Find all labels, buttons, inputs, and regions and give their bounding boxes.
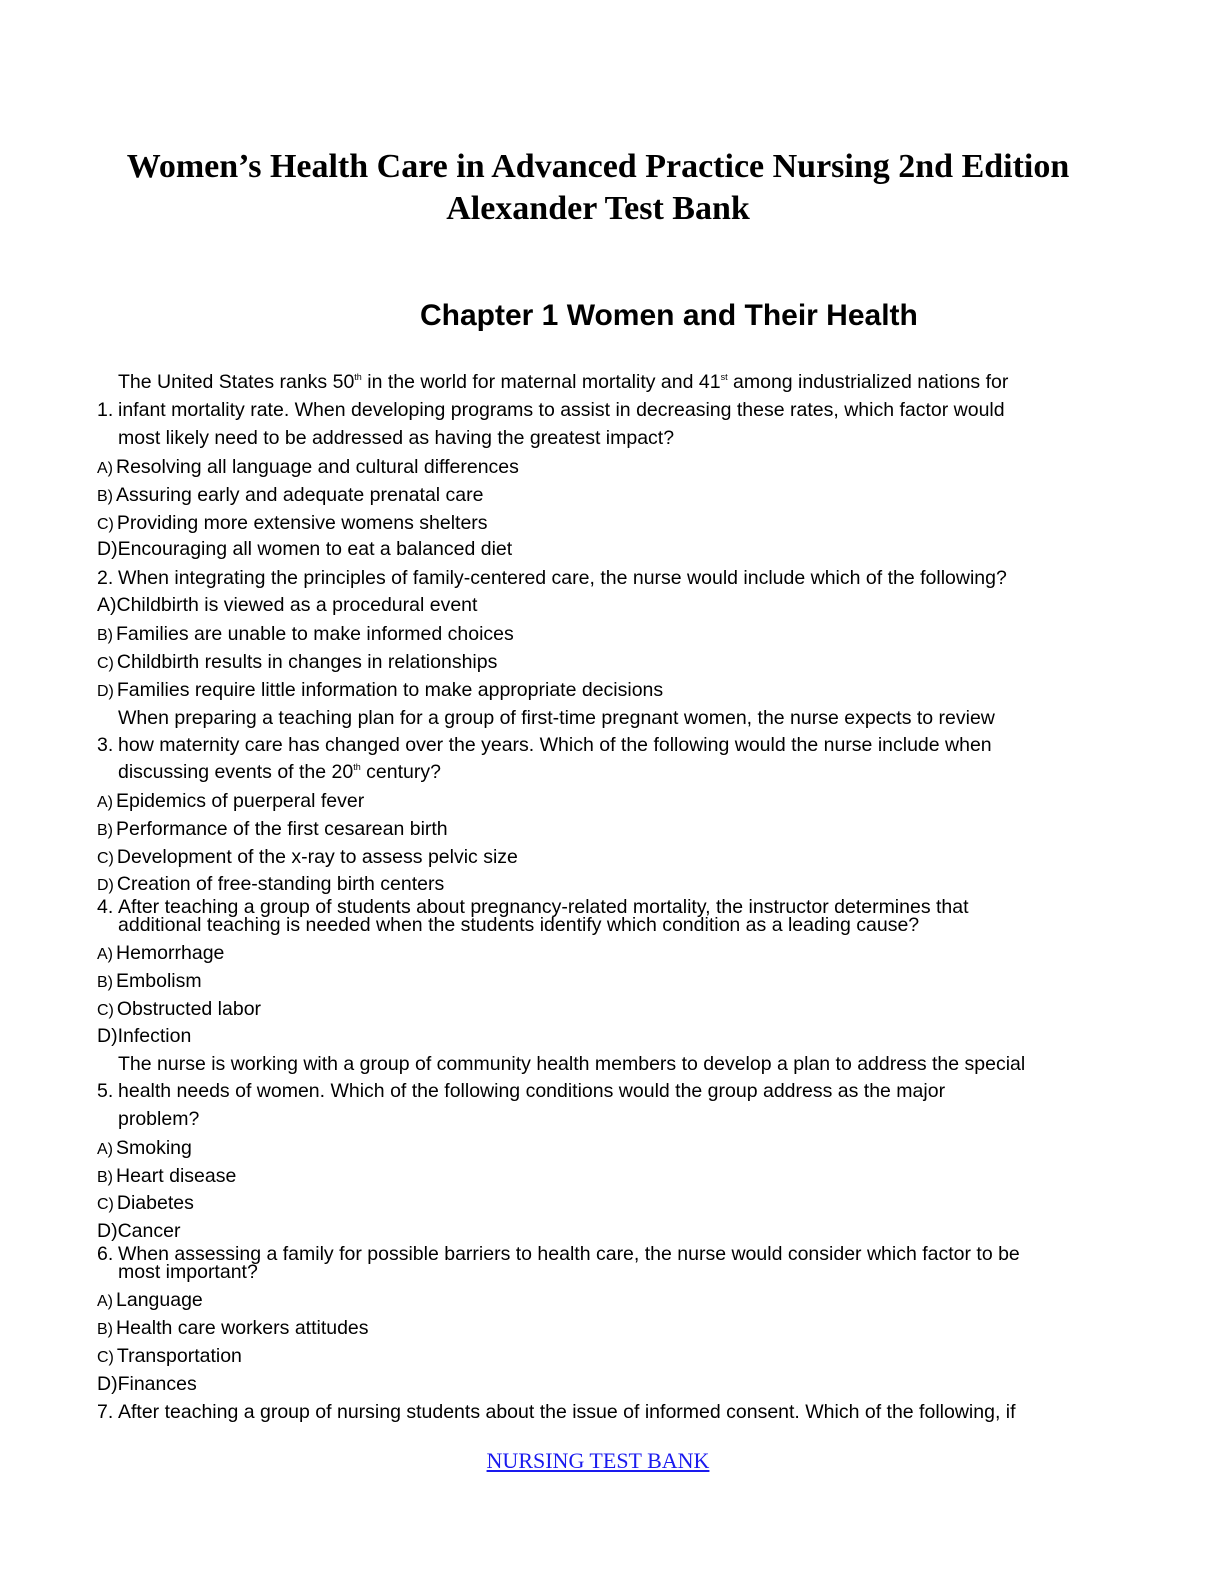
- question-2-option-b: B) Families are unable to make informed choices: [97, 623, 514, 645]
- question-1-option-b: B) Assuring early and adequate prenatal care: [97, 484, 484, 506]
- question-4-number: 4.: [97, 896, 114, 918]
- question-3-number: 3.: [97, 734, 114, 756]
- question-6-option-d: D)Finances: [97, 1373, 197, 1395]
- question-5-text-line-3: problem?: [118, 1108, 200, 1130]
- question-4-option-b: B) Embolism: [97, 970, 202, 992]
- question-3-option-a: A) Epidemics of puerperal fever: [97, 790, 365, 812]
- footer: [0, 1447, 1196, 1475]
- question-2-option-a: A)Childbirth is viewed as a procedural event: [97, 594, 478, 616]
- question-7-number: 7.: [97, 1401, 114, 1423]
- question-2-text-line-1: When integrating the principles of family-centered care, the nurse would include which of the following?: [118, 567, 1007, 589]
- question-1-option-d: D)Encouraging all women to eat a balanced diet: [97, 538, 513, 560]
- question-5-option-c: C) Diabetes: [97, 1192, 194, 1214]
- question-3-option-b: B) Performance of the first cesarean birth: [97, 818, 448, 840]
- question-1-text-line-1: The United States ranks 50th in the world for maternal mortality and 41st among industrialized nations for: [118, 371, 1009, 393]
- question-5-text-line-2: health needs of women. Which of the following conditions would the group address as the major: [118, 1080, 946, 1102]
- question-6-option-b: B) Health care workers attitudes: [97, 1317, 369, 1339]
- question-4-option-c: C) Obstructed labor: [97, 998, 262, 1020]
- document-title-line-2: Alexander Test Bank: [446, 190, 750, 227]
- question-2-option-d: D) Families require little information to make appropriate decisions: [97, 679, 664, 701]
- question-5-option-a: A) Smoking: [97, 1137, 192, 1159]
- question-6-text-line-2: most important?: [118, 1261, 258, 1283]
- question-3-text-line-1: When preparing a teaching plan for a group of first-time pregnant women, the nurse expects to review: [118, 707, 995, 729]
- chapter-heading: Chapter 1 Women and Their Health: [420, 299, 918, 332]
- question-1-option-a: A) Resolving all language and cultural differences: [97, 456, 519, 478]
- question-2-option-c: C) Childbirth results in changes in relationships: [97, 651, 498, 673]
- question-3-text-line-2: how maternity care has changed over the years. Which of the following would the nurse include when: [118, 734, 992, 756]
- question-3-text-line-3: discussing events of the 20th century?: [118, 761, 441, 783]
- question-4-option-a: A) Hemorrhage: [97, 942, 225, 964]
- question-6-option-c: C) Transportation: [97, 1345, 242, 1367]
- question-4-text-line-1: After teaching a group of students about pregnancy-related mortality, the instructor determines that: [118, 896, 969, 918]
- question-3-option-c: C) Development of the x-ray to assess pelvic size: [97, 846, 518, 868]
- question-3-option-d: D) Creation of free-standing birth centers: [97, 873, 445, 895]
- document-title: [0, 146, 1196, 230]
- question-5-number: 5.: [97, 1080, 114, 1102]
- footer-link-nursing-test-bank[interactable]: NURSING TEST BANK: [486, 1448, 710, 1473]
- question-6-text-line-1: When assessing a family for possible barriers to health care, the nurse would consider which factor to be: [118, 1243, 1020, 1265]
- question-1-number: 1.: [97, 399, 114, 421]
- question-1-option-c: C) Providing more extensive womens shelters: [97, 512, 488, 534]
- question-6-number: 6.: [97, 1243, 114, 1265]
- document-title-line-1: Women’s Health Care in Advanced Practice Nursing 2nd Edition: [126, 148, 1070, 185]
- question-6-option-a: A) Language: [97, 1289, 203, 1311]
- question-7-text-line-1: After teaching a group of nursing students about the issue of informed consent. Which of the following, if: [118, 1401, 1016, 1423]
- question-2-number: 2.: [97, 567, 114, 589]
- question-4-option-d: D)Infection: [97, 1025, 192, 1047]
- question-5-option-b: B) Heart disease: [97, 1165, 237, 1187]
- question-1-text-line-3: most likely need to be addressed as having the greatest impact?: [118, 427, 675, 449]
- question-5-text-line-1: The nurse is working with a group of community health members to develop a plan to address the special: [118, 1053, 1026, 1075]
- question-4-text-line-2: additional teaching is needed when the students identify which condition as a leading cause?: [118, 914, 920, 936]
- question-5-option-d: D)Cancer: [97, 1220, 181, 1242]
- question-1-text-line-2: infant mortality rate. When developing programs to assist in decreasing these rates, which factor would: [118, 399, 1005, 421]
